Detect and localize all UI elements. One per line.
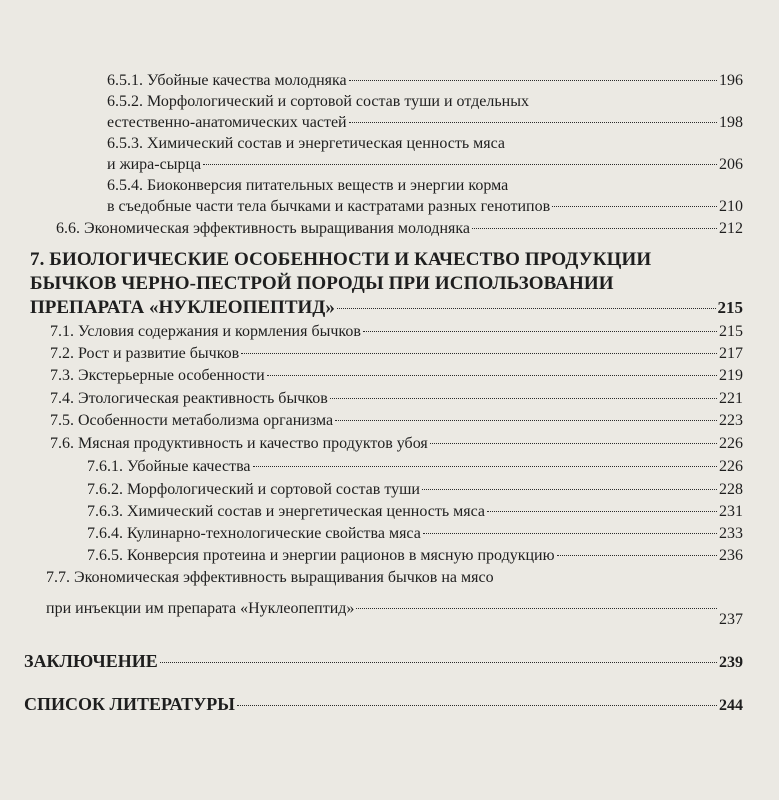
toc-entry-7-7[interactable] xyxy=(46,567,743,589)
toc-page-number: 215 xyxy=(719,323,743,340)
toc-entry-title: 6.5.1. Убойные качества молодняка xyxy=(107,72,347,89)
toc-page-number: 210 xyxy=(719,198,743,215)
toc-entry-7-6-4[interactable] xyxy=(87,523,743,545)
toc-leader xyxy=(552,206,717,207)
toc-entry-6-5-1[interactable] xyxy=(107,70,743,92)
toc-entry-7-3[interactable] xyxy=(50,365,743,387)
toc-entry-title: 7.6.4. Кулинарно-технологические свойства мяса xyxy=(87,525,421,542)
toc-leader xyxy=(253,466,717,467)
toc-entry-title-continued: в съедобные части тела бычками и кастратами разных генотипов xyxy=(107,198,551,215)
toc-leader xyxy=(335,420,717,421)
toc-leader xyxy=(487,511,717,512)
toc-entry-title: 7.7. Экономическая эффективность выращивания бычков на мясо xyxy=(46,569,494,586)
toc-entry-7-6-5[interactable] xyxy=(87,545,743,567)
toc-entry-title: 7.6. Мясная продуктивность и качество продуктов убоя xyxy=(50,435,428,452)
toc-page-number: 239 xyxy=(719,654,743,671)
toc-entry-7-6-1[interactable] xyxy=(87,456,743,478)
toc-entry-title: ЗАКЛЮЧЕНИЕ xyxy=(24,651,158,671)
toc-leader xyxy=(363,331,717,332)
toc-page-number: 215 xyxy=(717,298,743,317)
toc-entry-title-continued: и жира-сырца xyxy=(107,156,202,173)
toc-entry-title: 7.2. Рост и развитие бычков xyxy=(50,345,240,362)
toc-entry-6-5-3-cont[interactable] xyxy=(107,154,743,176)
toc-leader xyxy=(330,398,717,399)
toc-entry-7-2[interactable] xyxy=(50,343,743,365)
toc-entry-6-5-4[interactable] xyxy=(107,175,743,197)
toc-page-number: 212 xyxy=(719,220,743,237)
toc-page-number: 237 xyxy=(719,611,743,628)
toc-leader xyxy=(422,489,717,490)
toc-page-number: 223 xyxy=(719,412,743,429)
toc-entry-title: 7.6.1. Убойные качества xyxy=(87,458,251,475)
toc-entry-title-continued: естественно-анатомических частей xyxy=(107,114,347,131)
toc-entry-6-6[interactable] xyxy=(56,218,743,240)
toc-page-number: 219 xyxy=(719,367,743,384)
toc-entry-7-5[interactable] xyxy=(50,410,743,432)
toc-page-number: 228 xyxy=(719,481,743,498)
toc-entry-title: 7.4. Этологическая реактивность бычков xyxy=(50,390,328,407)
toc-entry-title: 6.6. Экономическая эффективность выращивания молодняка xyxy=(56,220,470,237)
toc-page-number: 217 xyxy=(719,345,743,362)
toc-entry-6-5-3[interactable] xyxy=(107,133,743,155)
toc-entry-title: 7.5. Особенности метаболизма организма xyxy=(50,412,334,429)
toc-leader xyxy=(160,662,717,663)
toc-leader xyxy=(430,443,717,444)
toc-leader xyxy=(356,608,717,609)
toc-leader xyxy=(557,555,717,556)
toc-page-number: 231 xyxy=(719,503,743,520)
toc-entry-conclusion[interactable] xyxy=(24,650,743,676)
toc-leader xyxy=(423,533,717,534)
toc-entry-title-continued: при инъекции им препарата «Нуклеопептид» xyxy=(46,600,355,617)
toc-leader xyxy=(337,308,716,309)
toc-page-number: 233 xyxy=(719,525,743,542)
toc-entry-title: 7.6.3. Химический состав и энергетическая ценность мяса xyxy=(87,503,485,520)
toc-entry-title: 6.5.3. Химический состав и энергетическая ценность мяса xyxy=(107,135,505,152)
toc-leader xyxy=(237,705,717,706)
toc-page-number: 226 xyxy=(719,458,743,475)
chapter-7-heading-line-3[interactable] xyxy=(30,297,743,321)
toc-entry-7-6[interactable] xyxy=(50,433,743,455)
toc-entry-7-1[interactable] xyxy=(50,321,743,343)
toc-page-number: 221 xyxy=(719,390,743,407)
toc-entry-7-4[interactable] xyxy=(50,388,743,410)
toc-entry-title: 7.6.2. Морфологический и сортовой состав туши xyxy=(87,481,420,498)
toc-entry-title: 7.1. Условия содержания и кормления бычков xyxy=(50,323,361,340)
toc-page-number: 236 xyxy=(719,547,743,564)
toc-page-number: 198 xyxy=(719,114,743,131)
toc-entry-title: 7.6.5. Конверсия протеина и энергии рационов в мясную продукцию xyxy=(87,547,555,564)
toc-entry-title: 7.3. Экстерьерные особенности xyxy=(50,367,265,384)
toc-leader xyxy=(472,228,717,229)
toc-entry-6-5-4-cont[interactable] xyxy=(107,196,743,218)
toc-leader xyxy=(349,122,717,123)
toc-entry-title: СПИСОК ЛИТЕРАТУРЫ xyxy=(24,694,235,714)
chapter-7-heading-line-2[interactable]: БЫЧКОВ ЧЕРНО-ПЕСТРОЙ ПОРОДЫ ПРИ ИСПОЛЬЗОВАНИИ xyxy=(30,273,614,294)
toc-page-number: 206 xyxy=(719,156,743,173)
toc-page-number: 196 xyxy=(719,72,743,89)
toc-entry-7-6-3[interactable] xyxy=(87,501,743,523)
toc-leader xyxy=(203,164,717,165)
toc-entry-references[interactable] xyxy=(24,693,743,719)
toc-entry-title: 6.5.4. Биоконверсия питательных веществ и энергии корма xyxy=(107,177,509,194)
toc-entry-6-5-2[interactable] xyxy=(107,91,743,113)
toc-page-number: 226 xyxy=(719,435,743,452)
toc-entry-title: ПРЕПАРАТА «НУКЛЕОПЕПТИД» xyxy=(30,297,335,318)
toc-leader xyxy=(349,80,717,81)
toc-entry-7-7-cont[interactable] xyxy=(46,598,743,628)
toc-entry-title: 6.5.2. Морфологический и сортовой состав туши и отдельных xyxy=(107,93,529,110)
toc-page-number: 244 xyxy=(719,697,743,714)
toc-leader xyxy=(267,375,717,376)
chapter-7-heading-line-1[interactable]: 7. БИОЛОГИЧЕСКИЕ ОСОБЕННОСТИ И КАЧЕСТВО ПРОДУКЦИИ xyxy=(30,249,652,270)
toc-entry-6-5-2-cont[interactable] xyxy=(107,112,743,134)
toc-entry-7-6-2[interactable] xyxy=(87,479,743,501)
toc-leader xyxy=(241,353,717,354)
